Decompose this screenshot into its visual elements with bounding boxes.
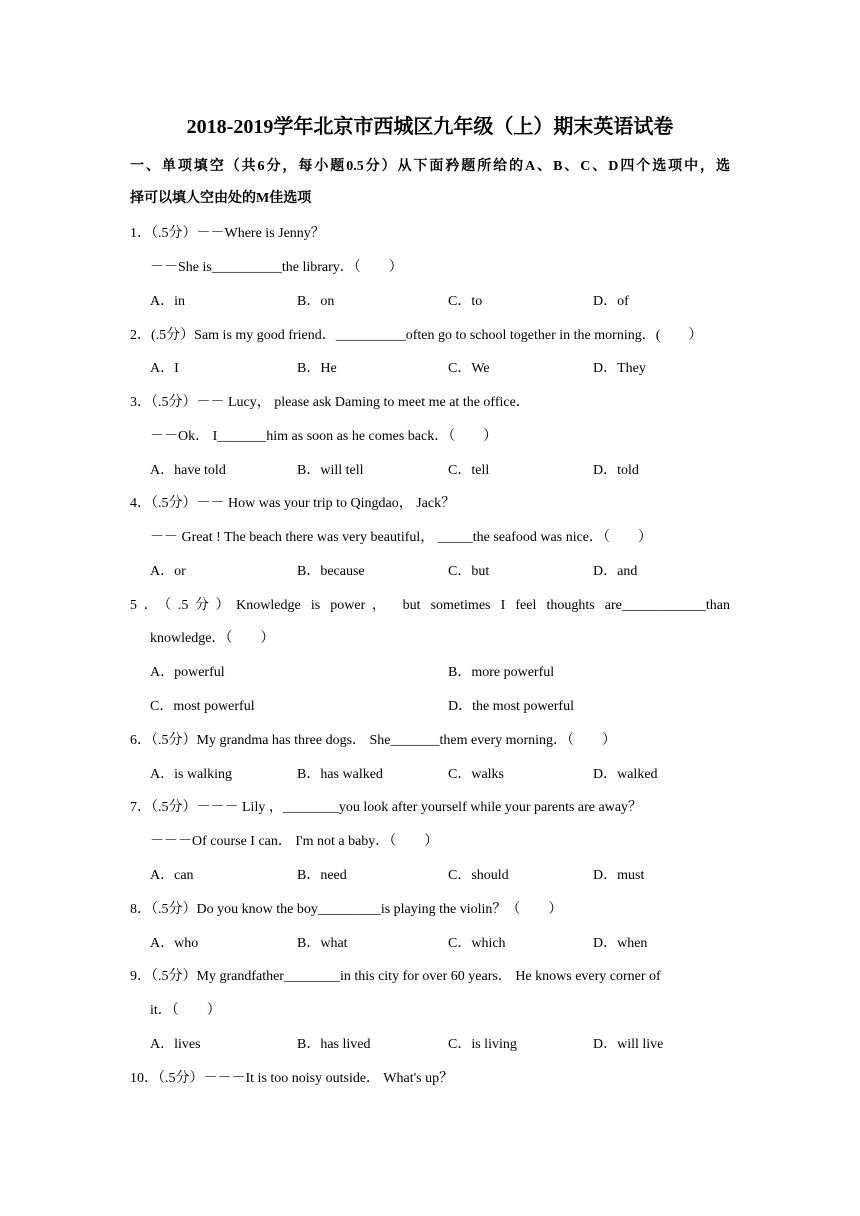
option-a: A．have told	[150, 463, 226, 478]
option-d: D．walked	[593, 767, 658, 782]
question-stem: 8．（.5分）Do you know the boy_________is playing the violin？（ ）	[130, 902, 563, 917]
option-a: A．I	[150, 361, 179, 376]
section-heading-line-2: 择可以填人空由处的M佳选项	[130, 191, 312, 206]
question-stem-line-2: －－She is__________the library．（ ）	[150, 260, 403, 275]
question-stem: 2．(.5分）Sam is my good friend．__________often go to school together in the morning．( ）	[130, 328, 703, 343]
option-d: D．of	[593, 294, 629, 309]
question-stem: 7．（.5分）－－－ Lily ，________you look after yourself while your parents are away？	[130, 800, 643, 815]
option-b: B．He	[297, 361, 337, 376]
question-stem-line-2: it．（ ）	[150, 1003, 221, 1018]
question-stem-line-2: －－ Great ! The beach there was very beautiful， _____the seafood was nice．（ ）	[150, 530, 653, 545]
question-stem: 4．（.5分）－－ How was your trip to Qingdao， Jack？	[130, 496, 456, 511]
option-d: D．must	[593, 868, 645, 883]
question-stem: 10．（.5分）－－－It is too noisy outside． What's up？	[130, 1071, 454, 1086]
option-b: B．has lived	[297, 1037, 371, 1052]
option-b: B．on	[297, 294, 335, 309]
question-stem: 3．（.5分）－－ Lucy， please ask Daming to meet me at the office．	[130, 395, 530, 410]
question-stem-line-2: －－Ok． I_______him as soon as he comes back．（ ）	[150, 429, 498, 444]
option-d: D．and	[593, 564, 638, 579]
page-title: 2018-2019学年北京市西城区九年级（上）期末英语试卷	[186, 116, 674, 138]
option-c: C．which	[448, 936, 506, 951]
question-stem: 9．（.5分）My grandfather________in this city for over 60 years． He knows every corner of	[130, 969, 661, 984]
option-c: C．but	[448, 564, 490, 579]
option-d: D．when	[593, 936, 648, 951]
question-stem-line-2: －－－Of course I can． I'm not a baby．（ ）	[150, 834, 439, 849]
question-stem: 1．（.5分）－－Where is Jenny？	[130, 226, 325, 241]
option-b: B．need	[297, 868, 347, 883]
option-c: C．is living	[448, 1037, 517, 1052]
option-b: B．because	[297, 564, 365, 579]
option-d: D．told	[593, 463, 639, 478]
question-stem: 6．（.5分）My grandma has three dogs． She_______them every morning．（ ）	[130, 733, 617, 748]
option-c: C．walks	[448, 767, 504, 782]
option-a: A．powerful	[150, 665, 225, 680]
option-b: B．has walked	[297, 767, 383, 782]
section-heading-line-1: 一、单项填空（共6分，每小题0.5分）从下面矜题所给的A、B、C、D四个选项中，选	[130, 159, 730, 174]
option-b: B．more powerful	[448, 665, 555, 680]
option-c: C．to	[448, 294, 483, 309]
option-d: D．will live	[593, 1037, 664, 1052]
option-a: A．who	[150, 936, 199, 951]
option-d: D．They	[593, 361, 646, 376]
question-stem-line-2: knowledge．（ ）	[150, 631, 275, 646]
option-a: A．in	[150, 294, 185, 309]
option-c: C．We	[448, 361, 490, 376]
option-c: C．should	[448, 868, 509, 883]
option-a: A．or	[150, 564, 186, 579]
option-d: D．the most powerful	[448, 699, 574, 714]
option-a: A．lives	[150, 1037, 201, 1052]
option-a: A．can	[150, 868, 194, 883]
option-b: B．what	[297, 936, 348, 951]
option-a: A．is walking	[150, 767, 233, 782]
option-c: C．tell	[448, 463, 490, 478]
question-stem: 5．（.5分）Knowledge is power， but sometimes I feel thoughts are____________than	[130, 598, 730, 613]
option-b: B．will tell	[297, 463, 364, 478]
option-c: C．most powerful	[150, 699, 255, 714]
